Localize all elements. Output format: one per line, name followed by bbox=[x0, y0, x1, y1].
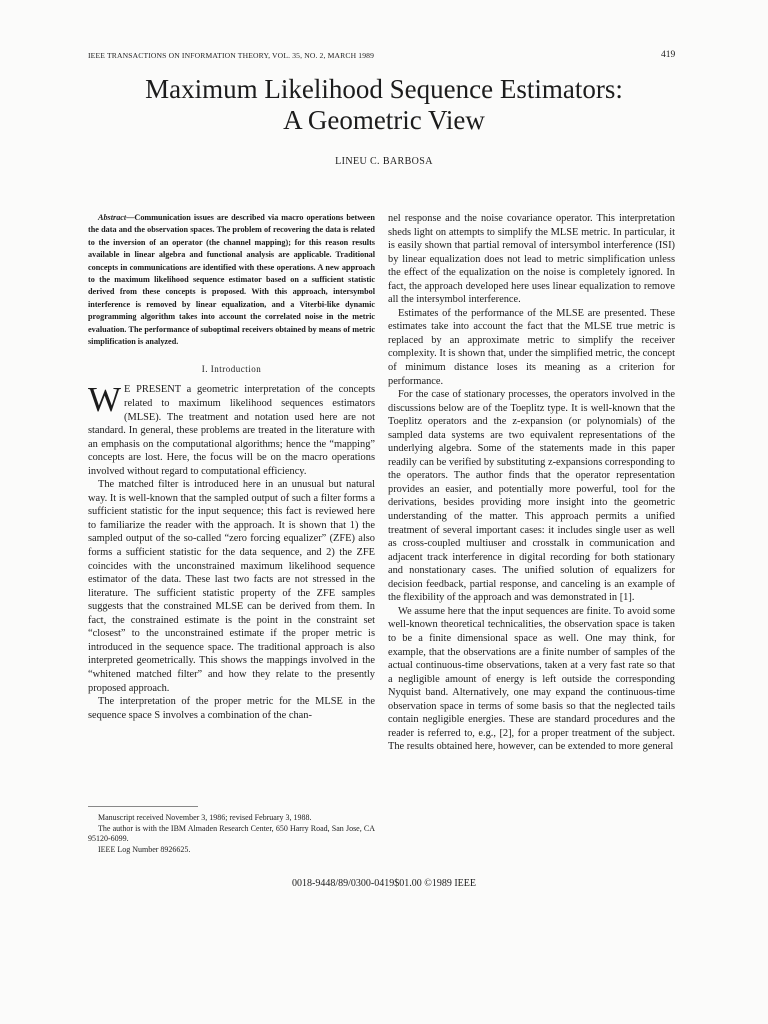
drop-cap: W bbox=[88, 380, 122, 420]
page-number: 419 bbox=[661, 50, 676, 60]
abstract bbox=[88, 212, 375, 348]
title-line-2: A Geometric View bbox=[283, 105, 485, 135]
intro-paragraph-3: The interpretation of the proper metric for the MLSE in the sequence space S involves a combination of the chan- bbox=[88, 696, 375, 721]
right-column bbox=[388, 212, 675, 754]
copyright-line: 0018-9448/89/0300-0419$01.00 ©1989 IEEE bbox=[292, 878, 476, 889]
intro-paragraph-1 bbox=[88, 380, 375, 478]
right-paragraph-1: nel response and the noise covariance operator. This interpretation sheds light on attempts to simplify the MLSE metric. In particular, it is easily shown that partial removal of intersymbol interference (ISI) by linear equalization does not lead to metric simplification unless the effect of the equalization on the noise is completely ignored. In fact, the approach developed here uses linear equalization to remove all the intersymbol interference. bbox=[388, 213, 675, 306]
running-head: IEEE TRANSACTIONS ON INFORMATION THEORY, VOL. 35, NO. 2, MARCH 1989 bbox=[88, 51, 375, 60]
author-name: LINEU C. BARBOSA bbox=[335, 156, 433, 167]
footnote-received: Manuscript received November 3, 1986; revised February 3, 1988. bbox=[98, 813, 312, 822]
footnote-rule bbox=[88, 806, 198, 807]
intro-paragraph-1-text: E PRESENT a geometric interpretation of the concepts related to maximum likelihood sequences estimators (MLSE). The treatment and notation used here are not standard. In general, these problems are treated in the literature with an emphasis on the computational algorithms; hence the “mapping” concepts are lost. Here, the focus will be on the macro operations involved without regard to computational efficiency. bbox=[88, 384, 375, 477]
paper-title bbox=[0, 74, 768, 136]
abstract-text: —Communication issues are described via macro operations between the data and the observation spaces. The problem of recovering the data is related to the inversion of an operator (the channel mapping); for this reason results available in linear algebra and functional analysis are applicable. Traditional concepts in communications are identified with these operations. A new approach to the maximum likelihood sequence estimator based on a sufficient statistic derived from these concepts is proposed. With this approach, intersymbol interference is removed by linear equalization, and a Viterbi-like dynamic programming algorithm takes into account the correlated noise in the metric evaluation. The performance of suboptimal receivers obtained by means of metric simplification is analyzed. bbox=[88, 213, 375, 347]
right-paragraph-3: For the case of stationary processes, the operators involved in the discussions below are of the Toeplitz type. It is well-known that the Toeplitz operators and the z-expansion (or polynomials) of the sampled data systems are two equivalent representations of the underlying algebra. Some of the statements made in this paper readily can be verified by substituting z-expansions corresponding to the operators. The author finds that the operator representation provides an easier, and potentially more powerful, tool for the derivations, besides providing more insight into the geometric understanding of the matter. This approach permits a unified treatment of several important cases: it includes single user as well as cross-coupled multiuser and crosstalk in communication and adjacent track interference in digital recording for both stationary and nonstationary cases. The unified solution of equalizers for decision feedback, partial response, and canceling is an example of the flexibility of the approach and was demonstrated in [1]. bbox=[388, 389, 675, 604]
right-paragraph-2: Estimates of the performance of the MLSE are presented. These estimates take into account the fact that the MLSE true metric is replaced by an approximate metric to simplify the receiver complexity. It is shown that, under the simplified metric, the concept of minimum distance loses its meaning as a criterion for performance. bbox=[388, 307, 675, 387]
title-line-1: Maximum Likelihood Sequence Estimators: bbox=[145, 74, 623, 104]
right-paragraph-4: We assume here that the input sequences are finite. To avoid some well-known theoretical technicalities, the observation space is taken to be a finite dimensional space as well. One may think, for example, that the observations are a finite number of samples of the actual continuous-time observations, taken at a very fast rate so that a negligible amount of energy is left outside the corresponding Nyquist band. Alternatively, one may expand the continuous-time observation space in terms of some basis so that the neglected tails contain negligible energies. These are standard procedures and the reader is referred to, e.g., [2], for a proper treatment of the subject. The results obtained here, however, can be extended to more general bbox=[388, 605, 675, 753]
intro-paragraph-2: The matched filter is introduced here in an unusual but natural way. It is well-known that the sampled output of such a filter forms a sufficient statistic for the input sequence; this fact is reviewed here to familiarize the reader with the approach. It is shown that 1) the sampled output of the so-called “zero forcing equalizer” (ZFE) also forms a sufficient statistic for the data sequence, and 2) the ZFE coincides with the unconstrained maximum likelihood sequence estimator of the data. These last two facts are not stressed in the literature. The sufficient statistic property of the ZFE samples suggests that the constrained MLSE can be derived from them. In fact, the constrained estimate is the point in the constraint set “closest” to the unconstrained estimate if the proper metric is introduced in the sequence space. The traditional approach is also interpreted geometrically. This shows the mappings involved in the “whitened matched filter” and how they relate to the presently proposed approach. bbox=[88, 479, 375, 694]
section-heading-introduction: I. Introduction bbox=[201, 364, 262, 375]
abstract-lead: Abstract bbox=[98, 213, 127, 222]
footnotes bbox=[88, 813, 375, 855]
left-column bbox=[88, 212, 375, 722]
footnote-log-number: IEEE Log Number 8926625. bbox=[98, 844, 191, 854]
footnote-affiliation: The author is with the IBM Almaden Research Center, 650 Harry Road, San Jose, CA 95120-6099. bbox=[88, 823, 375, 844]
